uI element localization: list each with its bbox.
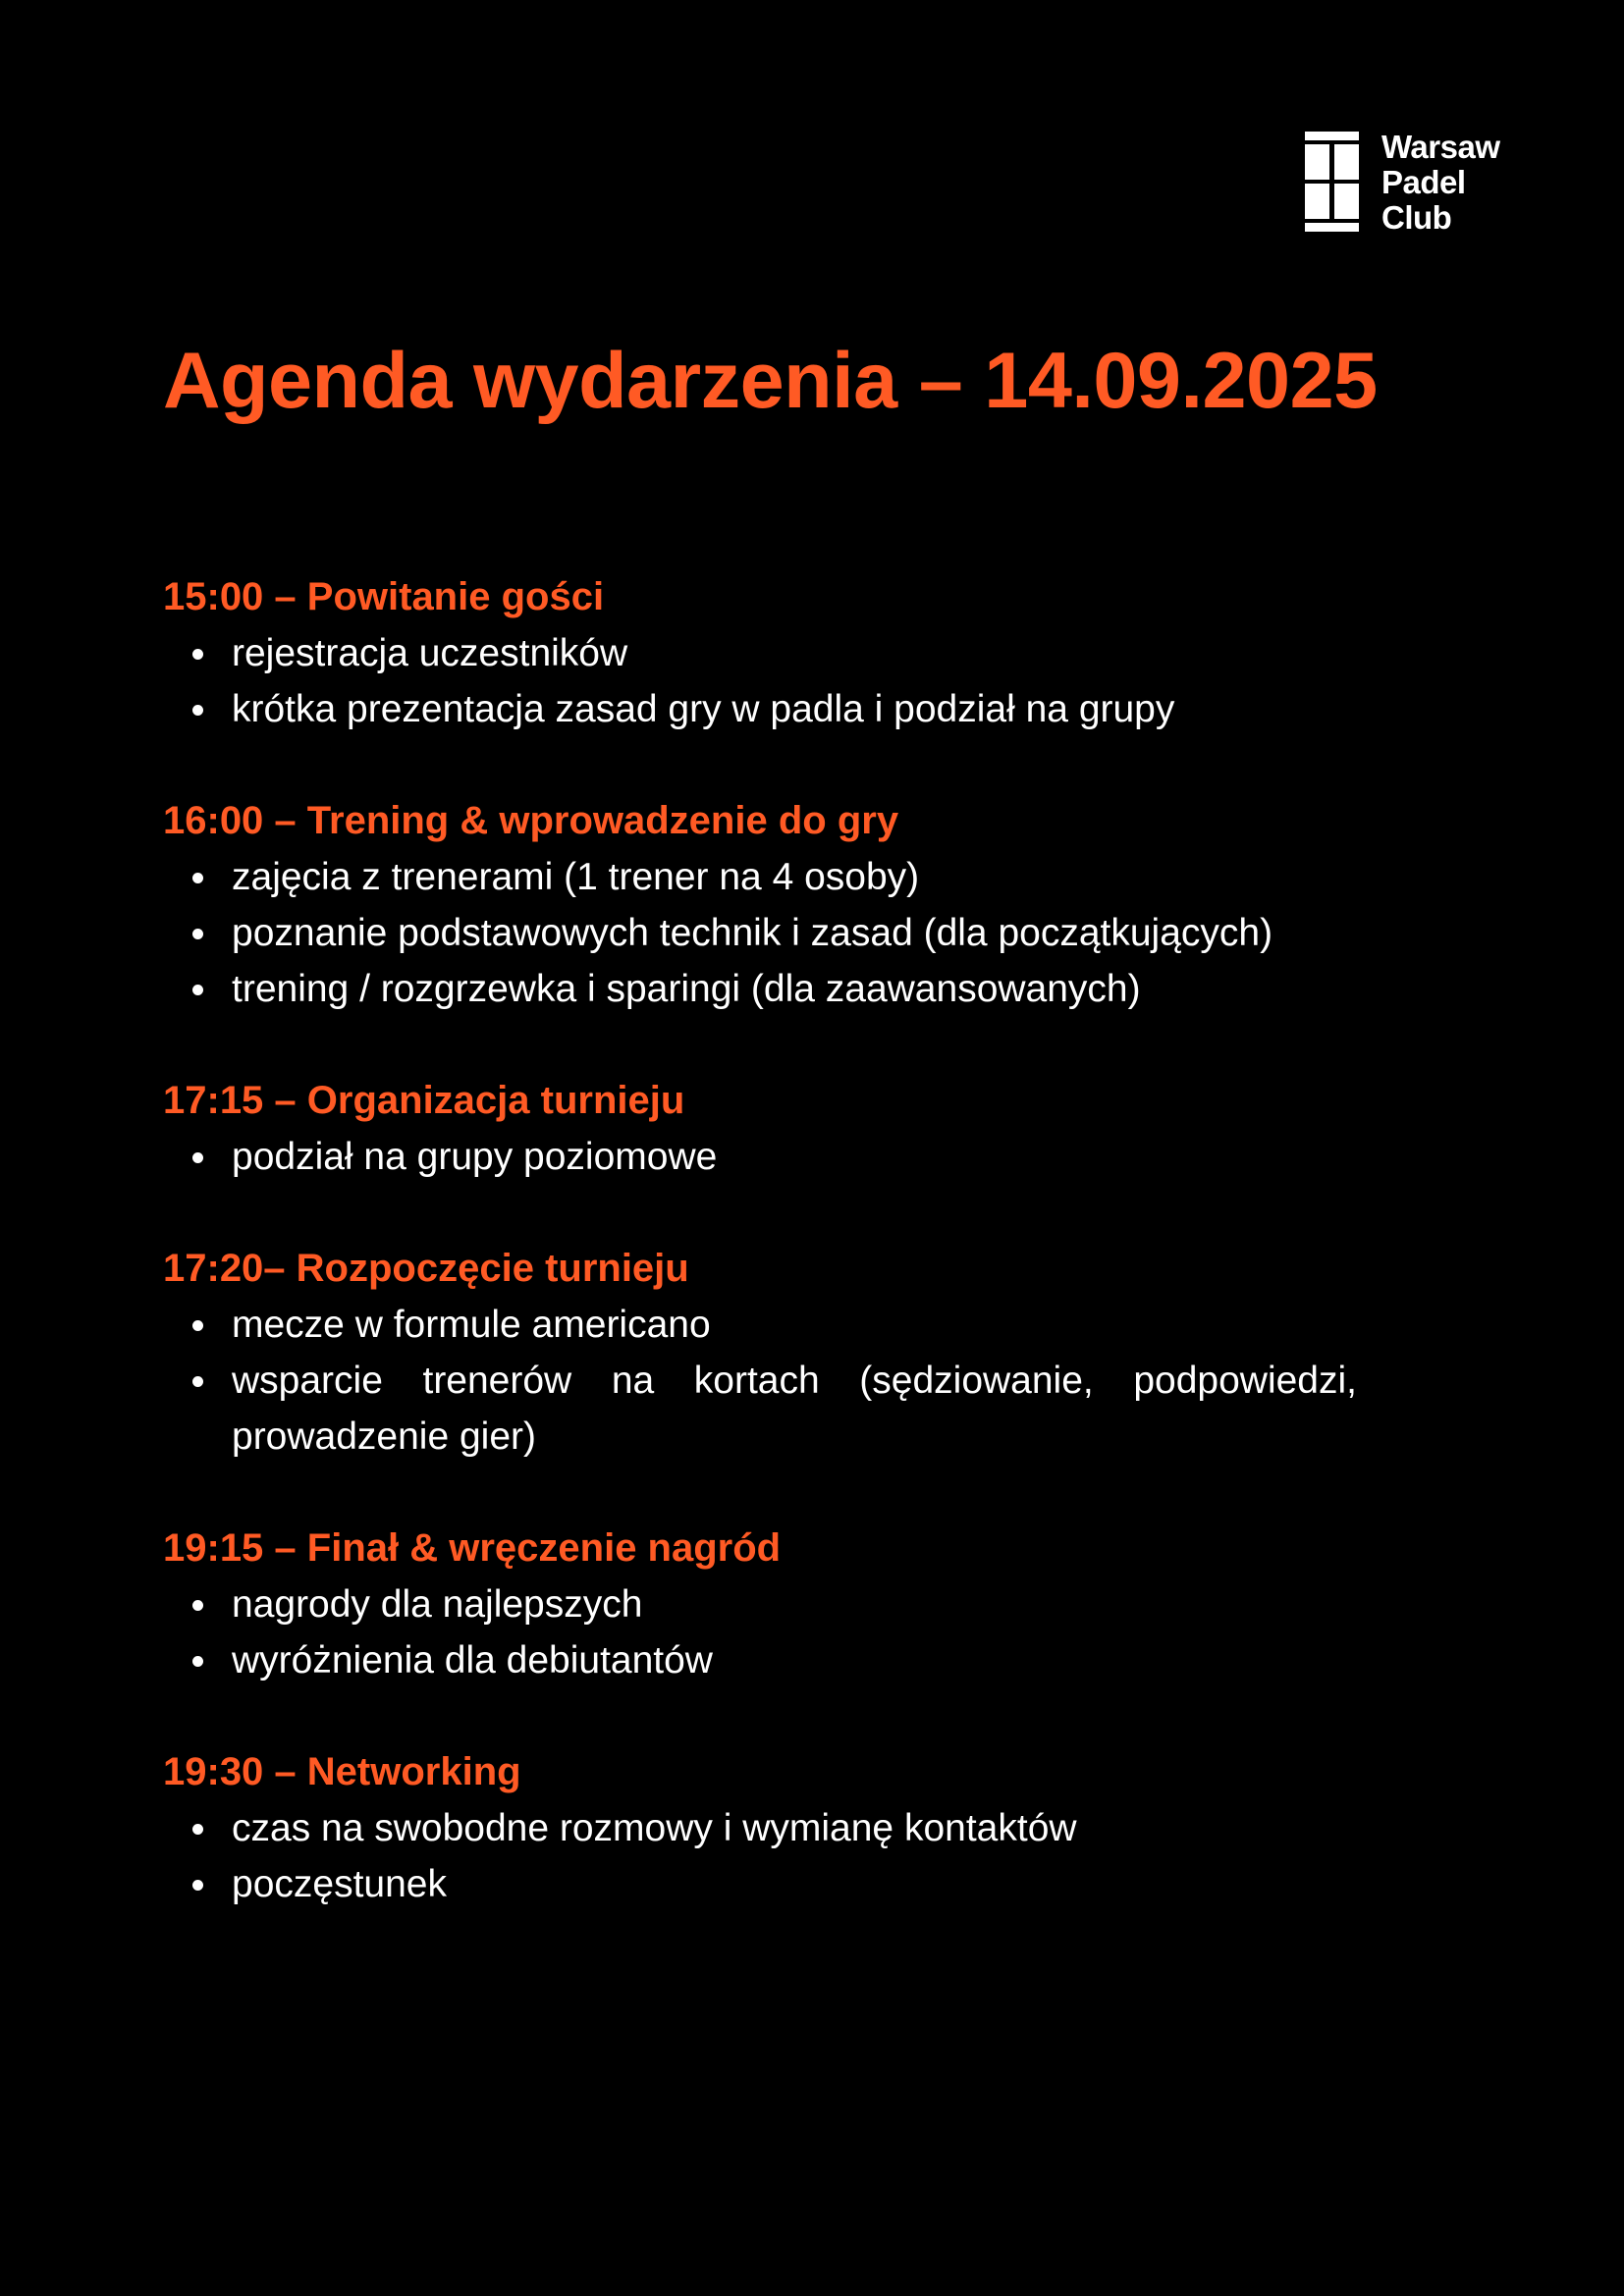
item-list [163,849,1357,1017]
item-text: nagrody dla najlepszych [232,1583,643,1626]
list-item [163,905,1357,961]
bullet-icon [192,985,203,995]
section-heading: 17:20– Rozpoczęcie turnieju [163,1247,689,1290]
list-item [163,1576,1357,1632]
list-item [163,1856,1357,1912]
item-text: poznanie podstawowych technik i zasad (dla początkujących) [232,912,1273,954]
item-text: zajęcia z trenerami (1 trener na 4 osoby) [232,856,920,898]
logo-line: Padel [1381,164,1466,200]
bullet-icon [192,873,203,883]
list-item [163,1353,1357,1465]
bullet-icon [192,1824,203,1835]
logo-wordmark [1381,130,1500,236]
section-heading: 15:00 – Powitanie gości [163,575,605,618]
item-text: poczęstunek [232,1863,447,1905]
bullet-icon [192,1656,203,1667]
list-item [163,849,1357,905]
item-list [163,1129,1357,1185]
list-item [163,1297,1357,1353]
item-text: krótka prezentacja zasad gry w padla i podział na grupy [232,688,1175,730]
item-text: trening / rozgrzewka i sparingi (dla zaawansowanych) [232,968,1141,1010]
list-item [163,1632,1357,1688]
item-text: podział na grupy poziomowe [232,1136,718,1178]
section-heading: 19:15 – Finał & wręczenie nagród [163,1526,782,1570]
agenda-section [163,793,1357,1017]
bullet-icon [192,1600,203,1611]
bullet-icon [192,649,203,660]
agenda-section [163,1073,1357,1185]
window-grid-icon [1305,132,1359,232]
logo-line: Warsaw [1381,129,1500,165]
bullet-icon [192,1320,203,1331]
bullet-icon [192,1376,203,1387]
item-list [163,1800,1357,1912]
item-text: rejestracja uczestników [232,632,628,674]
list-item [163,681,1357,737]
section-heading: 19:30 – Networking [163,1750,521,1793]
bullet-icon [192,929,203,939]
list-item [163,961,1357,1017]
item-text: wyróżnienia dla debiutantów [232,1639,713,1682]
item-list [163,625,1357,737]
agenda-list [163,569,1357,1968]
agenda-section [163,1744,1357,1912]
agenda-section [163,569,1357,737]
item-text: czas na swobodne rozmowy i wymianę kontaktów [232,1807,1077,1849]
item-list [163,1576,1357,1688]
agenda-section [163,1241,1357,1465]
item-text: wsparcie trenerów na kortach (sędziowanie, podpowiedzi, prowadzenie gier) [232,1360,1357,1458]
item-text: mecze w formule americano [232,1304,711,1346]
list-item [163,625,1357,681]
list-item [163,1800,1357,1856]
section-heading: 17:15 – Organizacja turnieju [163,1079,685,1122]
agenda-section [163,1521,1357,1688]
page-title: Agenda wydarzenia – 14.09.2025 [163,337,1378,425]
item-list [163,1297,1357,1465]
logo-line: Club [1381,199,1452,236]
section-heading: 16:00 – Trening & wprowadzenie do gry [163,799,899,842]
bullet-icon [192,1880,203,1891]
club-logo [1305,129,1500,236]
list-item [163,1129,1357,1185]
bullet-icon [192,1152,203,1163]
bullet-icon [192,705,203,716]
